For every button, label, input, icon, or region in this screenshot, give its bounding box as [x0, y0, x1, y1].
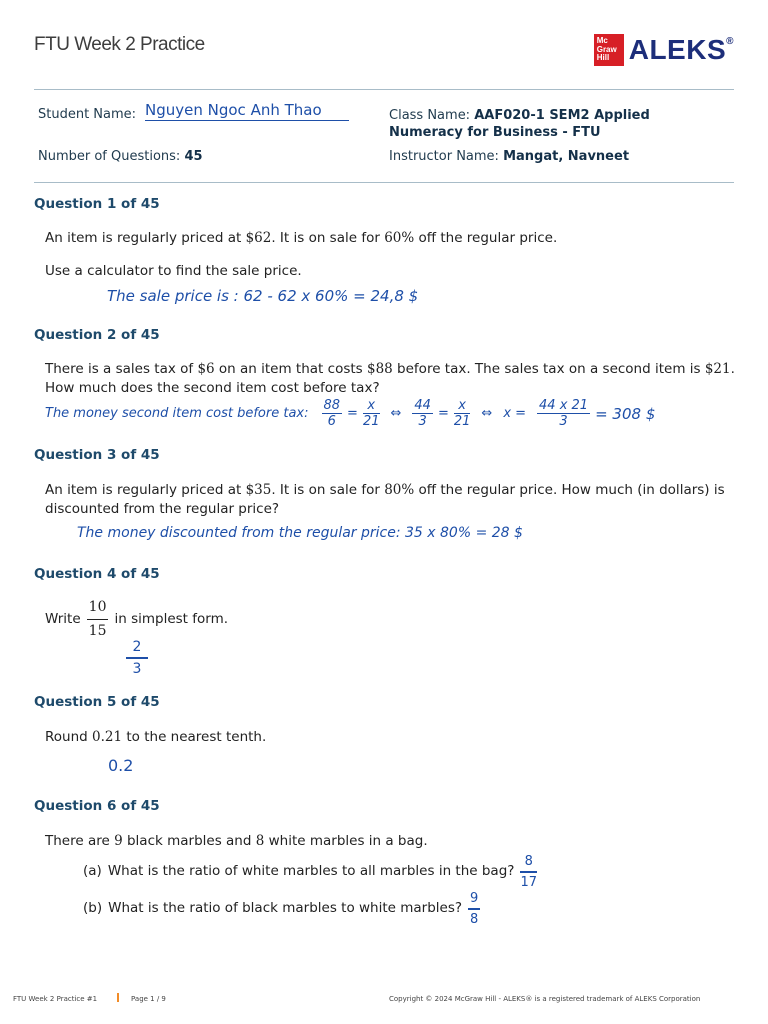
- q6-white-count: 8: [255, 833, 265, 849]
- q2-fraction-x-21-b: [454, 398, 471, 429]
- q6a-answer: [520, 852, 537, 892]
- q2-text-1: There is a sales tax of: [45, 361, 198, 377]
- student-name-label: Student Name:: [38, 107, 137, 122]
- class-name-field: [389, 107, 650, 141]
- number-of-questions-field: [38, 149, 203, 164]
- q4-write: Write: [45, 611, 81, 627]
- question-3-answer: The money discounted from the regular price: 35 x 80% = 28 $: [77, 525, 523, 541]
- q2-f5-den: 3: [559, 414, 568, 429]
- q4-num: 10: [88, 599, 107, 615]
- q6b-text: What is the ratio of black marbles to white marbles?: [108, 900, 463, 917]
- mcgraw-hill-logo: [594, 34, 624, 66]
- q2-f4-num: x: [458, 398, 466, 413]
- q2-iff-2: ⇔: [481, 406, 493, 421]
- q6b-den: 8: [470, 911, 479, 927]
- q6a-label: (a): [83, 863, 102, 880]
- q4-ans-num: 2: [132, 639, 142, 655]
- info-divider: [34, 182, 734, 183]
- q2-iff-1: ⇔: [390, 406, 402, 421]
- q5-text-1: Round: [45, 729, 93, 745]
- q2-fraction-x-21: [363, 398, 380, 429]
- class-name-label: Class Name:: [389, 108, 471, 123]
- q4-ans-den: 3: [132, 660, 142, 677]
- footer-doc-name: FTU Week 2 Practice #1: [13, 995, 98, 1003]
- q6b-num: 9: [470, 891, 479, 906]
- question-4-heading: Question 4 of 45: [34, 566, 160, 582]
- q2-f4-den: 21: [453, 414, 471, 429]
- q2-f5-num: 44 x 21: [539, 398, 589, 413]
- question-6-text: [45, 832, 735, 851]
- q1-text-2: . It is on sale for: [271, 230, 385, 246]
- q2-f2-den: 21: [362, 414, 380, 429]
- q3-text-2: . It is on sale for: [271, 482, 385, 498]
- q6-text-1: There are: [45, 833, 115, 849]
- header-divider: [34, 89, 734, 90]
- question-6-heading: Question 6 of 45: [34, 798, 160, 814]
- class-name-value-2: Numeracy for Business - FTU: [389, 125, 601, 140]
- aleks-reg-mark: ®: [726, 36, 734, 47]
- q4-answer-fraction: [126, 639, 148, 677]
- question-2-answer: [45, 398, 655, 429]
- question-5-heading: Question 5 of 45: [34, 694, 160, 710]
- question-4-text: [45, 598, 735, 641]
- logo-hill: Hill: [596, 53, 610, 63]
- q2-x-eq: x =: [503, 406, 527, 421]
- q2-f3-num: 44: [414, 398, 431, 413]
- q2-text-3: before tax. The sales tax on a second item is: [392, 361, 705, 377]
- q1-percent: 60%: [384, 230, 415, 246]
- q6a-den: 17: [520, 874, 537, 890]
- q5-value: 0.21: [92, 729, 123, 745]
- q2-f2-num: x: [367, 398, 376, 413]
- question-1-heading: Question 1 of 45: [34, 196, 160, 212]
- q2-f1-num: 88: [323, 398, 341, 413]
- instructor-label: Instructor Name:: [389, 149, 499, 164]
- q2-cost-1: $88: [366, 361, 393, 377]
- question-3-text: [45, 481, 735, 519]
- q3-text-line-2: discounted from the regular price?: [45, 501, 280, 517]
- q1-text-3: off the regular price.: [414, 230, 558, 246]
- q5-text-2: to the nearest tenth.: [122, 729, 267, 745]
- q6a-num: 8: [524, 854, 533, 869]
- question-1-answer: The sale price is : 62 - 62 x 60% = 24,8 $: [107, 287, 419, 305]
- student-name-value: Nguyen Ngoc Anh Thao: [145, 101, 349, 121]
- q6a-text: What is the ratio of white marbles to all marbles in the bag?: [107, 863, 515, 880]
- q4-rest: in simplest form.: [114, 611, 229, 627]
- question-1-instruction: Use a calculator to find the sale price.: [45, 263, 302, 279]
- instructor-value: Mangat, Navneet: [503, 149, 630, 164]
- footer-page-number: Page 1 / 9: [131, 995, 166, 1003]
- question-3-heading: Question 3 of 45: [34, 447, 160, 463]
- question-4-answer: [126, 639, 148, 677]
- q6b-label: (b): [83, 900, 103, 917]
- q6b-answer: [468, 889, 480, 929]
- q6-black-count: 9: [114, 833, 123, 849]
- logo-mc: Mc: [596, 36, 608, 46]
- q2-f1-den: 6: [327, 414, 336, 429]
- aleks-wordmark: [629, 34, 734, 66]
- questions-label: Number of Questions:: [38, 149, 181, 164]
- q3-text-3: off the regular price. How much (in dollars) is: [414, 482, 725, 498]
- q2-eq-1: =: [347, 406, 358, 421]
- q2-fraction-44-3: [412, 398, 433, 429]
- q6-text-2: black marbles and: [122, 833, 256, 849]
- q2-text-2: on an item that costs: [214, 361, 367, 377]
- q4-den: 15: [88, 623, 107, 639]
- q3-percent: 80%: [384, 482, 415, 498]
- student-name-field: [38, 107, 136, 122]
- questions-value: 45: [184, 149, 203, 164]
- q2-text-line-2: How much does the second item cost before tax?: [45, 380, 380, 396]
- q4-fraction-10-15: [87, 598, 109, 641]
- q2-fraction-44x21-3: [537, 398, 590, 429]
- question-5-answer: 0.2: [108, 756, 134, 775]
- q2-text-4: .: [730, 361, 735, 377]
- aleks-brand: ALEKS: [628, 34, 727, 65]
- q2-answer-label: The money second item cost before tax:: [45, 406, 309, 421]
- q2-fraction-88-6: [322, 398, 343, 429]
- q2-result: = 308 $: [595, 404, 656, 423]
- q1-price: $62: [245, 230, 272, 246]
- question-6a: [83, 852, 537, 892]
- class-name-value-1: AAF020-1 SEM2 Applied: [474, 108, 650, 123]
- question-2-heading: Question 2 of 45: [34, 327, 160, 343]
- question-1-text: [45, 229, 735, 248]
- aleks-logo: [594, 34, 734, 66]
- q3-price: $35: [245, 482, 272, 498]
- footer-accent-bar: [117, 993, 119, 1002]
- q6-text-3: white marbles in a bag.: [264, 833, 428, 849]
- q2-eq-2: =: [437, 406, 449, 421]
- question-6b: [83, 889, 480, 929]
- logo-graw: Graw: [596, 44, 617, 54]
- question-2-text: [45, 360, 735, 398]
- q2-f3-den: 3: [418, 414, 427, 429]
- q2-tax-2: $21: [704, 361, 731, 377]
- q1-text-1: An item is regularly priced at: [45, 230, 246, 246]
- question-5-text: [45, 728, 735, 747]
- instructor-name-field: [389, 149, 629, 164]
- page-title: FTU Week 2 Practice: [34, 34, 205, 55]
- q2-tax-1: $6: [197, 361, 215, 377]
- footer-copyright: Copyright © 2024 McGraw Hill - ALEKS® is a registered trademark of ALEKS Corporation: [389, 995, 701, 1003]
- q3-text-1: An item is regularly priced at: [45, 482, 246, 498]
